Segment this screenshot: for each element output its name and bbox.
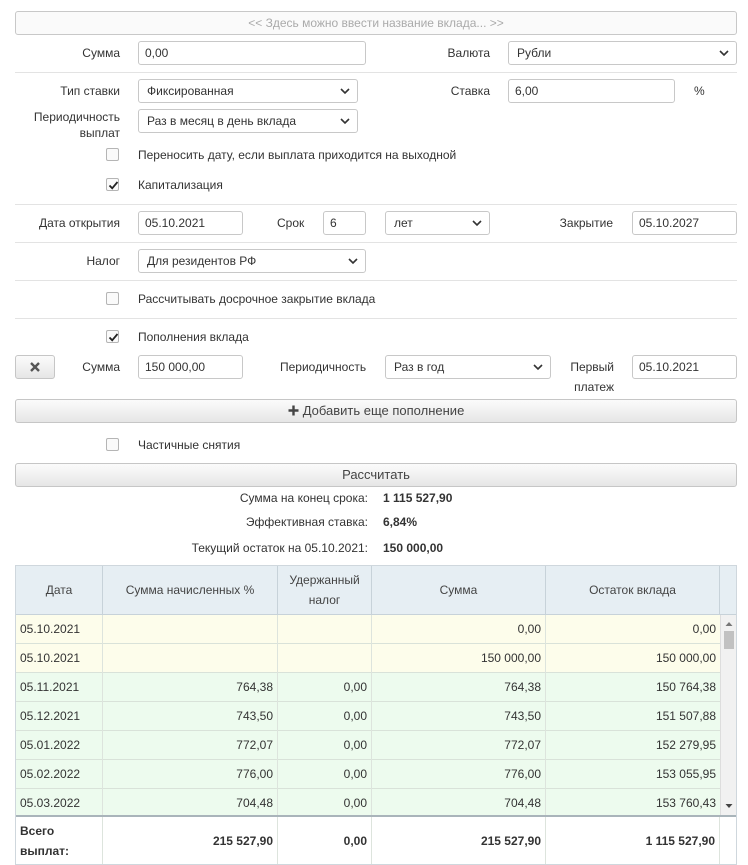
early-close-label: Рассчитывать досрочное закрытие вклада <box>138 292 376 306</box>
table-body <box>16 615 736 815</box>
chevron-down-icon <box>718 42 730 64</box>
add-replenish-button[interactable] <box>15 399 737 423</box>
eff-rate-label: Эффективная ставка: <box>245 515 368 529</box>
col-balance-header[interactable]: Остаток вклада <box>546 566 720 614</box>
rate-type-select-value: Фиксированная <box>147 84 234 98</box>
scroll-down-icon[interactable] <box>721 799 736 813</box>
calculate-button[interactable]: Рассчитать <box>15 463 737 487</box>
cell-date: 05.02.2022 <box>16 760 103 789</box>
cell-interest <box>103 615 278 644</box>
term-unit-select[interactable] <box>385 211 490 235</box>
replenish-period-select-value: Раз в год <box>394 360 445 374</box>
plus-icon <box>288 405 299 416</box>
cell-tax: 0,00 <box>278 760 372 789</box>
cell-date: 05.01.2022 <box>16 731 103 760</box>
amount-label: Сумма <box>82 46 120 60</box>
footer-interest: 215 527,90 <box>103 817 278 864</box>
footer-tax: 0,00 <box>278 817 372 864</box>
end-sum-value: 1 115 527,90 <box>383 491 453 505</box>
rate-unit: % <box>694 84 705 98</box>
close-date-input[interactable]: 05.10.2027 <box>632 211 737 235</box>
divider <box>15 242 737 243</box>
col-sum-header[interactable]: Сумма <box>372 566 546 614</box>
divider <box>15 72 737 73</box>
currency-label: Валюта <box>447 46 490 60</box>
tax-select-value: Для резидентов РФ <box>147 254 257 268</box>
cell-interest: 704,48 <box>103 789 278 815</box>
cell-interest <box>103 644 278 673</box>
cell-interest: 764,38 <box>103 673 278 702</box>
open-date-label: Дата открытия <box>38 216 120 230</box>
payout-period-label-1: Периодичность <box>33 110 120 124</box>
cell-interest: 743,50 <box>103 702 278 731</box>
term-input[interactable]: 6 <box>323 211 366 235</box>
cell-balance: 153 055,95 <box>655 767 716 781</box>
end-sum-label: Сумма на конец срока: <box>239 491 368 505</box>
table-row <box>16 760 720 789</box>
table-row <box>16 789 720 815</box>
cell-date: 05.03.2022 <box>16 789 103 815</box>
cell-tax <box>278 615 372 644</box>
first-payment-label-1: Первый <box>570 360 614 374</box>
scroll-up-icon[interactable] <box>721 617 736 631</box>
cell-sum: 0,00 <box>372 615 546 644</box>
cell-balance: 150 764,38 <box>655 680 716 694</box>
cell-balance: 152 279,95 <box>655 738 716 752</box>
schedule-table <box>15 565 737 865</box>
replenish-label: Пополнения вклада <box>138 330 249 344</box>
table-row <box>16 702 720 731</box>
deposit-title-input[interactable]: << Здесь можно ввести название вклада... >> <box>15 11 737 35</box>
col-date-header[interactable]: Дата <box>16 566 103 614</box>
tax-label: Налог <box>86 254 120 268</box>
capitalization-checkbox[interactable] <box>106 178 119 191</box>
move-date-checkbox[interactable] <box>106 148 119 161</box>
rate-type-select[interactable] <box>138 79 358 103</box>
balance-value: 150 000,00 <box>383 541 444 555</box>
table-footer <box>16 815 736 864</box>
table-row <box>16 644 720 673</box>
payout-period-label-2: выплат <box>79 126 120 140</box>
table-row <box>16 731 720 760</box>
cell-interest: 772,07 <box>103 731 278 760</box>
rate-input[interactable]: 6,00 <box>508 79 675 103</box>
cell-date: 05.11.2021 <box>16 673 103 702</box>
partial-withdraw-checkbox[interactable] <box>106 438 119 451</box>
cell-tax: 0,00 <box>278 673 372 702</box>
cell-sum: 743,50 <box>372 702 546 731</box>
rate-type-label: Тип ставки <box>60 84 120 98</box>
partial-withdraw-label: Частичные снятия <box>138 438 241 452</box>
divider <box>15 318 737 319</box>
cell-balance: 0,00 <box>692 622 716 636</box>
currency-select-value: Рубли <box>517 46 552 60</box>
replenish-period-label: Периодичность <box>280 360 367 374</box>
checkmark-icon <box>107 331 120 344</box>
chevron-down-icon <box>339 80 351 102</box>
eff-rate-value: 6,84% <box>383 515 418 529</box>
close-date-label: Закрытие <box>559 216 613 230</box>
add-replenish-label: Добавить еще пополнение <box>302 403 465 418</box>
amount-input[interactable]: 0,00 <box>138 41 366 65</box>
replenish-period-select[interactable] <box>385 355 551 379</box>
first-payment-label-2: платеж <box>574 380 614 394</box>
cell-date: 05.10.2021 <box>16 644 103 673</box>
move-date-label: Переносить дату, если выплата приходится на выходной <box>138 148 457 162</box>
cell-interest: 776,00 <box>103 760 278 789</box>
table-row <box>16 673 720 702</box>
cell-sum: 764,38 <box>372 673 546 702</box>
col-tax-header[interactable]: Удержанный налог <box>278 566 372 614</box>
col-interest-header[interactable]: Сумма начисленных % <box>103 566 278 614</box>
header-scroll-spacer <box>720 566 736 614</box>
cell-date: 05.12.2021 <box>16 702 103 731</box>
rate-label: Ставка <box>450 84 490 98</box>
balance-label: Текущий остаток на 05.10.2021: <box>191 541 368 555</box>
footer-balance: 1 115 527,90 <box>546 817 720 864</box>
payout-period-select-value: Раз в месяц в день вклада <box>147 114 297 128</box>
payout-period-select[interactable] <box>138 109 358 133</box>
cell-sum: 772,07 <box>372 731 546 760</box>
tax-select[interactable] <box>138 249 366 273</box>
cell-tax <box>278 644 372 673</box>
footer-total-label: Всего выплат: <box>16 817 103 864</box>
table-scrollbar[interactable] <box>720 615 736 815</box>
currency-select[interactable] <box>508 41 737 65</box>
cell-balance: 153 760,43 <box>655 796 716 810</box>
cell-sum: 704,48 <box>372 789 546 815</box>
replenish-amount-input[interactable]: 150 000,00 <box>138 355 243 379</box>
table-row <box>16 615 720 644</box>
table-header <box>16 566 736 615</box>
cell-balance: 151 507,88 <box>655 709 716 723</box>
cell-date: 05.10.2021 <box>16 615 103 644</box>
term-unit-select-value: лет <box>394 216 413 230</box>
first-payment-input[interactable]: 05.10.2021 <box>632 355 737 379</box>
cell-sum: 776,00 <box>372 760 546 789</box>
scrollbar-thumb[interactable] <box>724 631 734 649</box>
cell-tax: 0,00 <box>278 702 372 731</box>
cell-tax: 0,00 <box>278 789 372 815</box>
footer-sum: 215 527,90 <box>372 817 546 864</box>
replenish-amount-label: Сумма <box>82 360 120 374</box>
open-date-input[interactable]: 05.10.2021 <box>138 211 243 235</box>
term-label: Срок <box>277 216 305 230</box>
chevron-down-icon <box>347 250 359 272</box>
capitalization-label: Капитализация <box>138 178 223 192</box>
divider <box>15 204 737 205</box>
chevron-down-icon <box>339 110 351 132</box>
cell-tax: 0,00 <box>278 731 372 760</box>
divider <box>15 280 737 281</box>
cell-balance: 150 000,00 <box>655 651 716 665</box>
replenish-checkbox[interactable] <box>106 330 119 343</box>
cell-sum: 150 000,00 <box>372 644 546 673</box>
chevron-down-icon <box>471 212 483 234</box>
checkmark-icon <box>107 179 120 192</box>
early-close-checkbox[interactable] <box>106 292 119 305</box>
